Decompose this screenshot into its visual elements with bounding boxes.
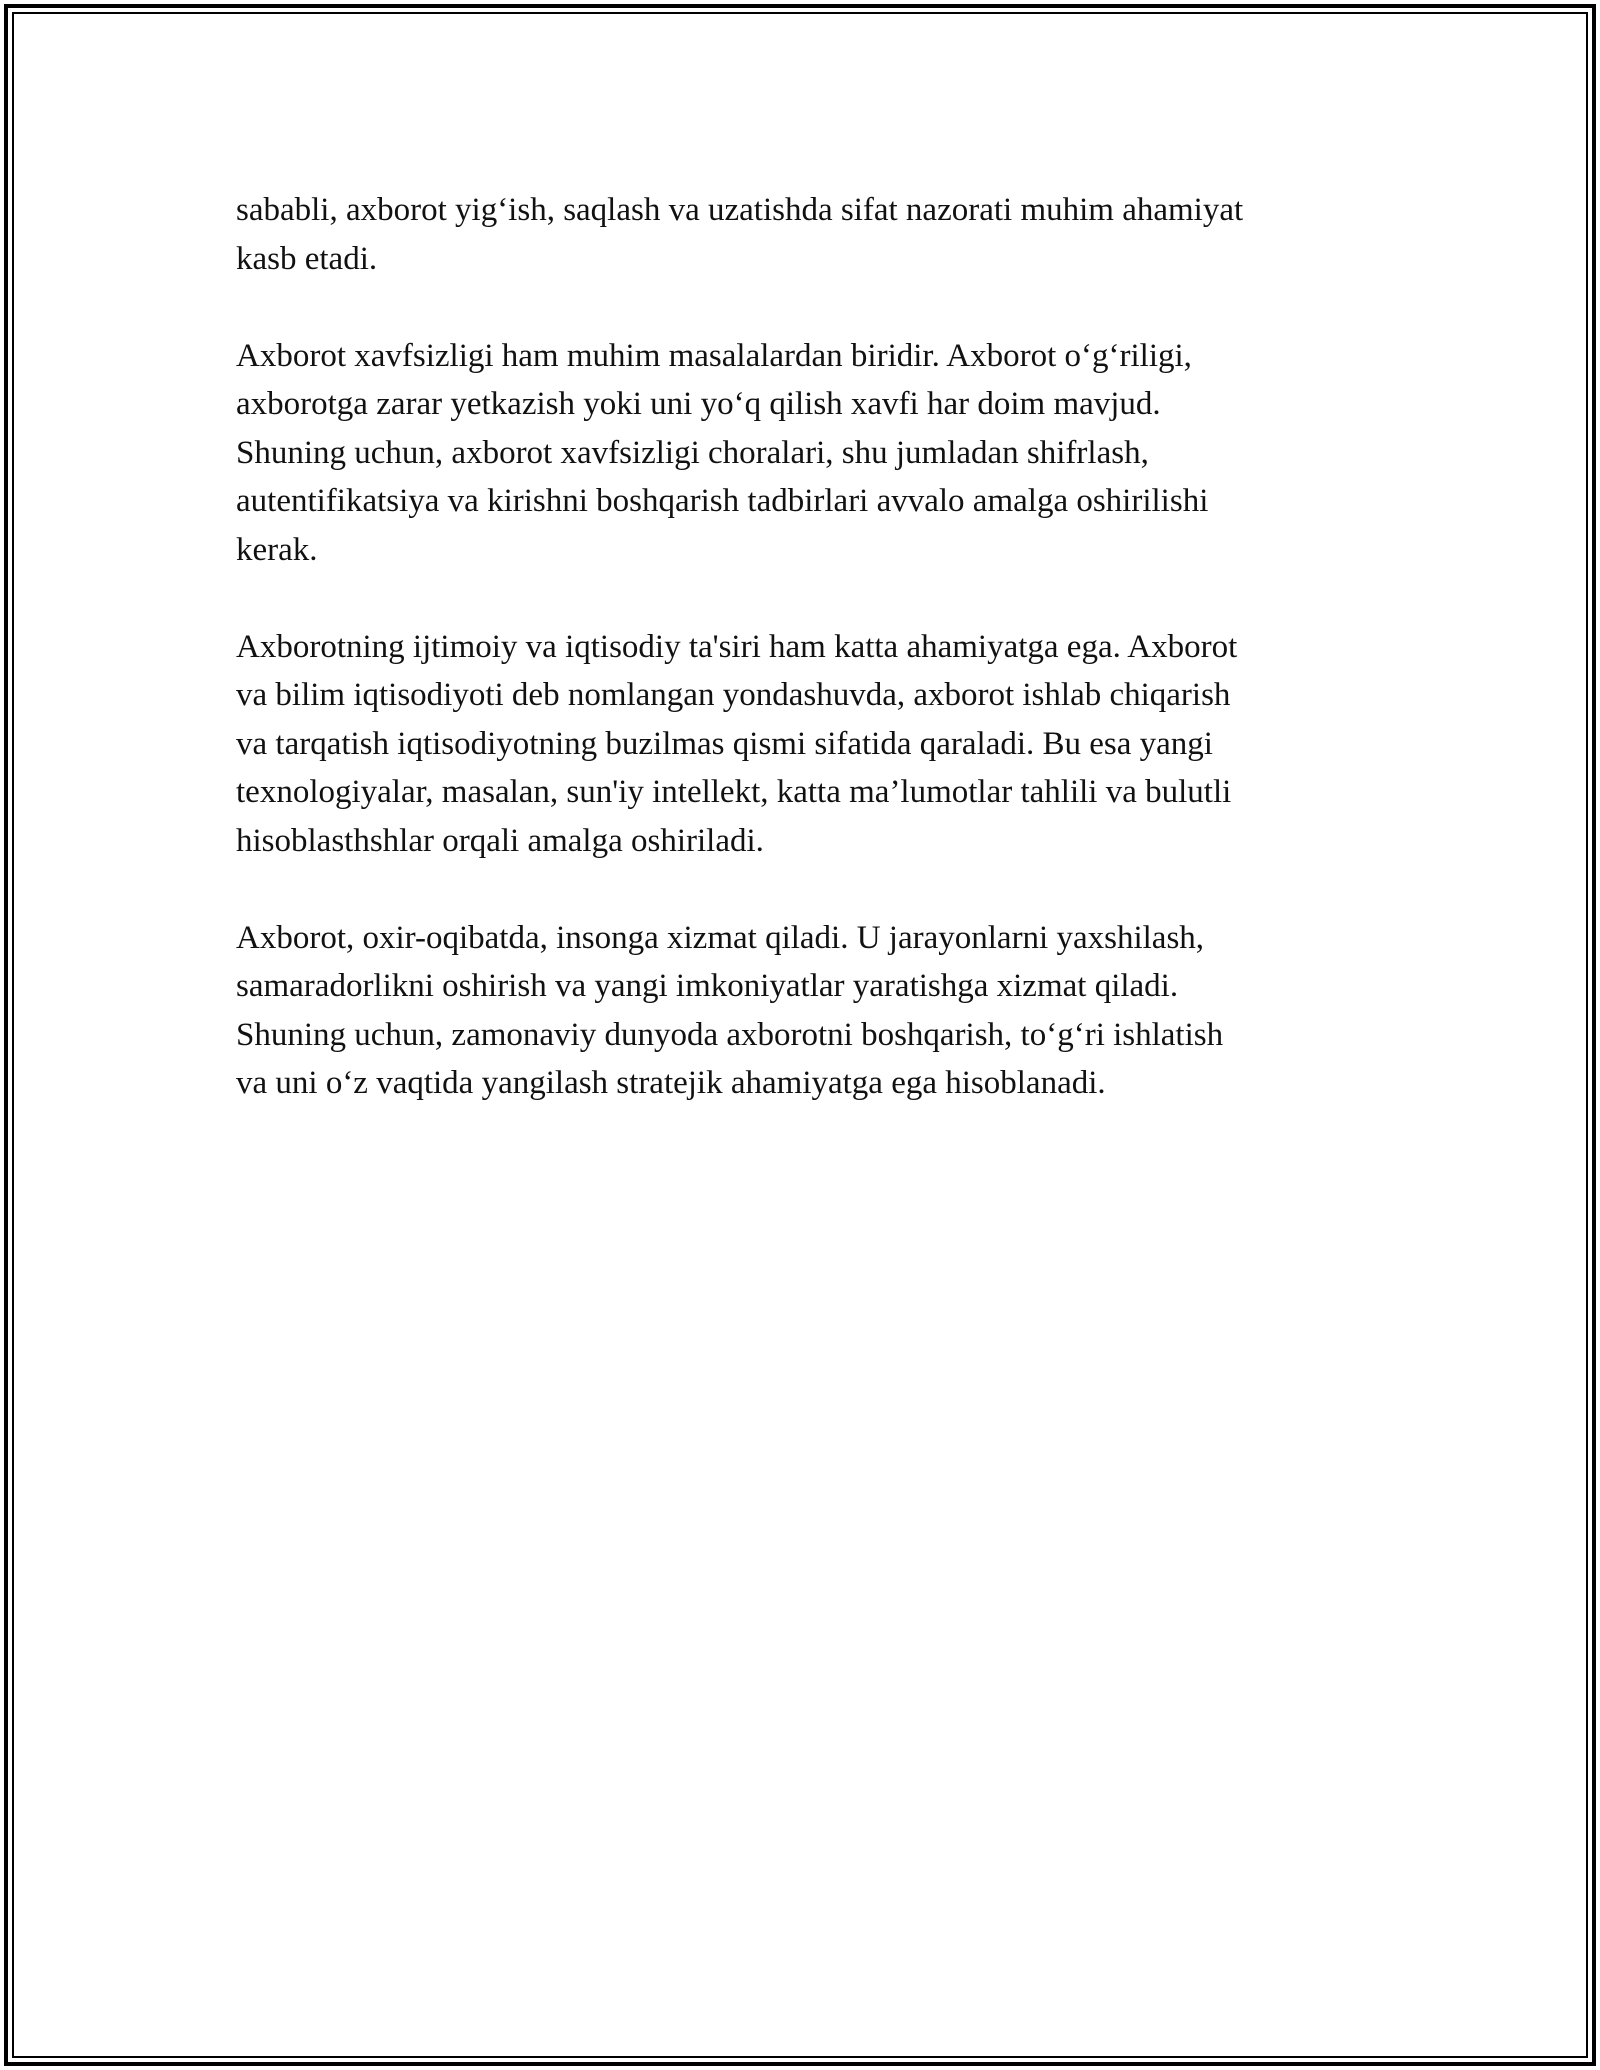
text-line: va uni o‘z vaqtida yangilash stratejik ahamiyatga ega hisoblanadi. xyxy=(236,1065,1106,1101)
text-line: kasb etadi. xyxy=(236,240,378,277)
text-line: sababli, axborot yig‘ish, saqlash va uzatishda sifat nazorati muhim ahamiyat xyxy=(236,192,1244,228)
text-line: va bilim iqtisodiyoti deb nomlangan yondashuvda, axborot ishlab chiqarish xyxy=(236,677,1231,713)
text-line: texnologiyalar, masalan, sun'iy intellekt, katta ma’lumotlar tahlili va bulutli xyxy=(236,774,1232,810)
text-line: Axborotning ijtimoiy va iqtisodiy ta'siri ham katta ahamiyatga ega. Axborot xyxy=(236,628,1238,665)
text-line: kerak. xyxy=(236,531,318,568)
text-line: Shuning uchun, axborot xavfsizligi choralari, shu jumladan shifrlash, xyxy=(236,434,1149,471)
paragraph-1 xyxy=(236,186,1366,283)
paragraph-4 xyxy=(236,914,1366,1108)
text-line: hisoblasthshlar orqali amalga oshiriladi. xyxy=(236,822,764,859)
text-line: axborotga zarar yetkazish yoki uni yo‘q qilish xavfi har doim mavjud. xyxy=(236,386,1161,422)
text-line: autentifikatsiya va kirishni boshqarish tadbirlari avvalo amalga oshirilishi xyxy=(236,483,1209,519)
text-line: va tarqatish iqtisodiyotning buzilmas qismi sifatida qaraladi. Bu esa yangi xyxy=(236,725,1213,762)
text-line: Axborot, oxir-oqibatda, insonga xizmat qiladi. U jarayonlarni yaxshilash, xyxy=(236,919,1205,956)
paragraph-2 xyxy=(236,332,1366,575)
paragraph-3 xyxy=(236,623,1366,866)
text-line: samaradorlikni oshirish va yangi imkoniyatlar yaratishga xizmat qiladi. xyxy=(236,968,1179,1004)
text-line: Axborot xavfsizligi ham muhim masalalardan biridir. Axborot o‘g‘riligi, xyxy=(236,337,1192,374)
text-line: Shuning uchun, zamonaviy dunyoda axborotni boshqarish, to‘g‘ri ishlatish xyxy=(236,1016,1224,1053)
document-body xyxy=(236,186,1366,1156)
